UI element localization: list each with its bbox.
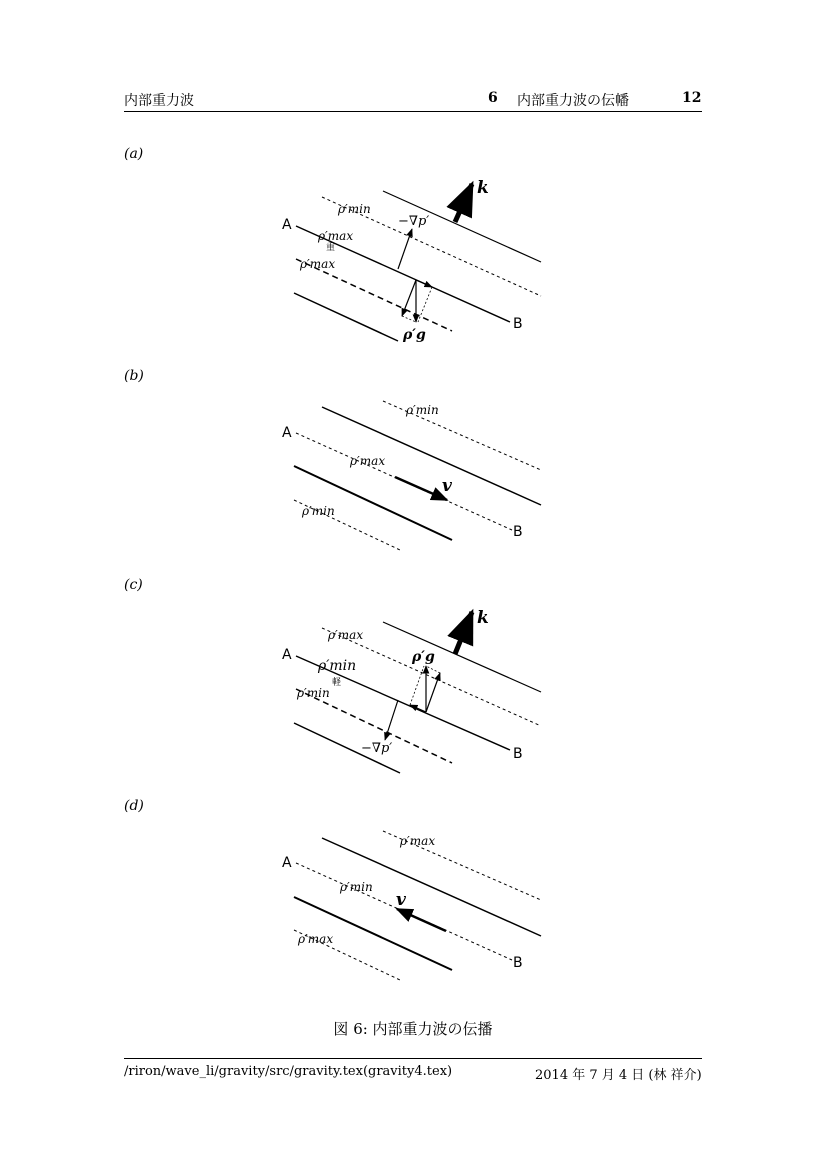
point-a-label: A — [282, 855, 292, 871]
running-header: 内部重力波 — [124, 93, 194, 109]
force-component-arrow — [410, 705, 426, 712]
rho-min-label: ρ′min — [302, 504, 335, 518]
point-a-label: A — [282, 217, 292, 233]
footer-date: 2014 年 7 月 4 日 (林 祥介) — [535, 1068, 702, 1083]
point-a-label: A — [282, 647, 292, 663]
rho-min-label: ρ′min — [338, 202, 371, 216]
light-label: 軽 — [332, 678, 342, 688]
rho-max-label: ρ′max — [328, 628, 364, 642]
point-b-label: B — [513, 955, 523, 971]
footer-rule — [124, 1058, 702, 1059]
phase-line — [294, 466, 452, 540]
point-b-label: B — [513, 316, 523, 332]
pressure-gradient-label: −∇p′ — [361, 741, 393, 756]
panel-c — [282, 608, 541, 773]
v-label: v — [396, 890, 406, 910]
wavenumber-arrow — [455, 612, 472, 654]
heavy-label: 重 — [326, 243, 336, 253]
panel-a — [282, 178, 541, 343]
v-label: v — [442, 476, 452, 496]
rho-min-label: ρ′min — [297, 686, 330, 700]
point-a-label: A — [282, 425, 292, 441]
figure-caption: 図 6: 内部重力波の伝播 — [333, 1020, 493, 1038]
force-component-arrow — [426, 673, 440, 712]
panel-label-a: (a) — [124, 146, 144, 162]
footer-path: /riron/wave_li/gravity/src/gravity.tex(gravity4.tex) — [124, 1064, 453, 1079]
page-number: 12 — [682, 90, 702, 106]
point-b-label: B — [513, 746, 523, 762]
rho-max-label: ρ′max — [298, 932, 334, 946]
gravity-label: ρ′g — [403, 327, 426, 343]
rho-max-label: ρ′max — [300, 257, 336, 271]
section-title: 内部重力波の伝幡 — [517, 93, 629, 109]
phase-line — [294, 293, 398, 341]
gravity-label: ρ′g — [412, 649, 435, 665]
rho-max-label: ρ′max — [318, 229, 354, 243]
point-b-label: B — [513, 524, 523, 540]
rho-max-label: ρ′max — [350, 454, 386, 468]
pressure-gradient-label: −∇p′ — [398, 214, 430, 229]
velocity-arrow — [395, 477, 447, 500]
panel-d — [282, 831, 541, 980]
force-component-arrow — [416, 280, 432, 287]
k-label: k — [477, 178, 489, 198]
velocity-arrow — [397, 909, 446, 931]
rho-min-label: ρ′min — [340, 880, 373, 894]
rho-min-label: ρ′min — [406, 403, 439, 417]
panel-b — [282, 401, 541, 550]
k-label: k — [477, 608, 489, 628]
panel-label-b: (b) — [124, 368, 144, 384]
rho-max-label: ρ′max — [400, 834, 436, 848]
wavenumber-arrow — [455, 184, 472, 222]
panel-label-d: (d) — [124, 798, 144, 814]
panel-label-c: (c) — [124, 577, 143, 593]
section-number: 6 — [488, 90, 498, 106]
rho-min-label: ρ′min — [318, 658, 357, 674]
